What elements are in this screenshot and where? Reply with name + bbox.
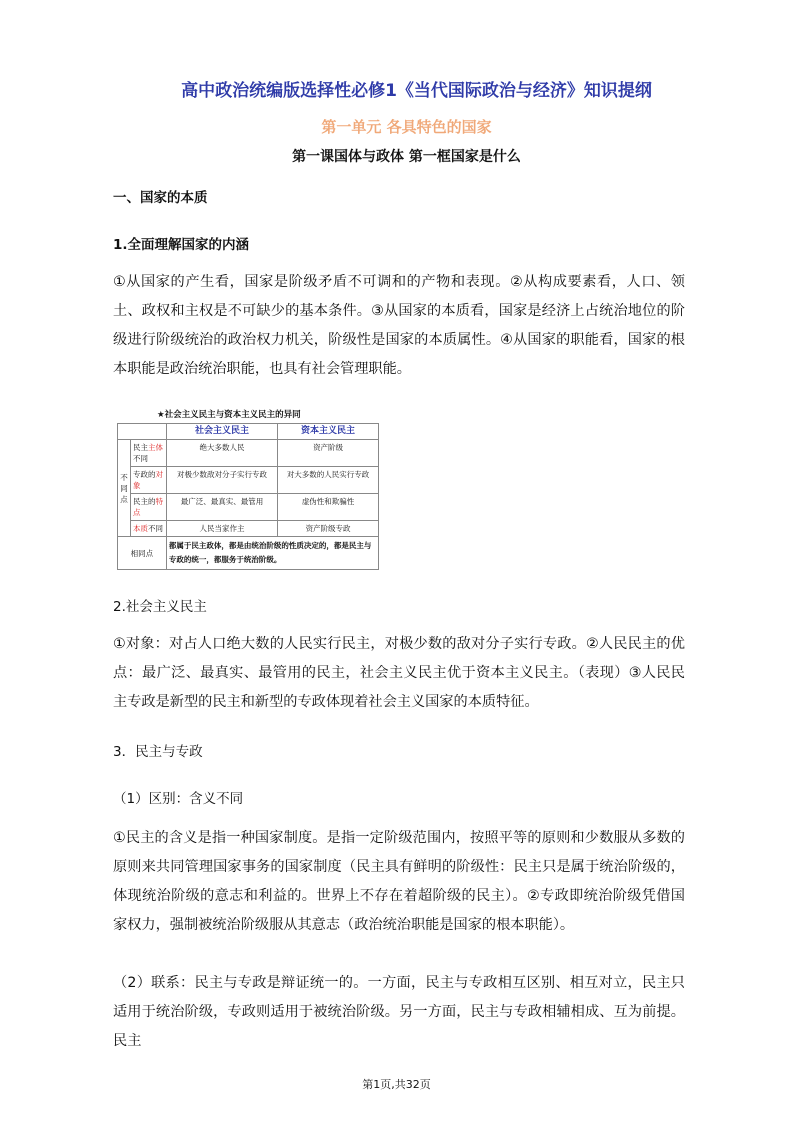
table-cell: 都属于民主政体，都是由统治阶级的性质决定的，都是民主与专政的统一，都服务于统治阶级。 — [166, 537, 378, 570]
unit-heading: 第一单元 各具特色的国家 — [321, 118, 492, 136]
table-title: ★社会主义民主与资本主义民主的异同 — [157, 410, 301, 420]
subsection-heading: 3．民主与专政 — [113, 744, 203, 760]
subsection-heading: 1.全面理解国家的内涵 — [113, 237, 250, 253]
lesson-heading: 第一课国体与政体 第一框国家是什么 — [292, 149, 521, 165]
table-cell: 绝大多数人民 — [166, 440, 277, 467]
row-group-label: 不同点 — [118, 440, 131, 537]
col-header: 资本主义民主 — [278, 424, 379, 440]
paragraph: ①从国家的产生看，国家是阶级矛盾不可调和的产物和表现。②从构成要素看，人口、领土、政权和主权是不可缺少的基本条件。③从国家的本质看，国家是经济上占统治地位的阶级进行阶级统治的政治权力机关，阶级性是国家的本质属性。④从国家的职能看，国家的根本职能是政治统治职能，也具有社会管理职能。 — [113, 274, 685, 377]
section-heading: 一、国家的本质 — [113, 190, 208, 206]
table-cell: 最广泛、最真实、最管用 — [166, 494, 277, 521]
col-header: 社会主义民主 — [166, 424, 277, 440]
comparison-table: 社会主义民主 资本主义民主 不同点 民主主体 不同 绝大多数人民 资产阶级 专政的对象 对极少数敌对分子实行专政 对大多数的人民实行专政 民主的特点 最广泛、最真实、最管用 虚伪性和欺骗性 本质不同 人民当家作主 资产阶级专政 相同点 都属于民主政体，都是由统治阶级的性质决定的，都是民主与专政的统一，都服务于统治阶级。 — [117, 423, 379, 570]
comparison-table-figure — [117, 408, 379, 570]
table-cell: 资产阶级 — [278, 440, 379, 467]
table-cell: 对大多数的人民实行专政 — [278, 467, 379, 494]
table-cell: 对极少数敌对分子实行专政 — [166, 467, 277, 494]
paragraph: ①对象：对占人口绝大数的人民实行民主，对极少数的敌对分子实行专政。②人民民主的优点：最广泛、最真实、最管用的民主，社会主义民主优于资本主义民主。（表现）③人民民主专政是新型的民主和新型的专政体现着社会主义国家的本质特征。 — [113, 636, 685, 710]
document-title: 高中政治统编版选择性必修1《当代国际政治与经济》知识提纲 — [181, 81, 652, 101]
subsection-heading: 2.社会主义民主 — [113, 599, 207, 615]
subsection-heading: （1）区别：含义不同 — [113, 791, 244, 807]
table-cell: 虚伪性和欺骗性 — [278, 494, 379, 521]
paragraph: ①民主的含义是指一种国家制度。是指一定阶级范围内，按照平等的原则和少数服从多数的原则来共同管理国家事务的国家制度（民主具有鲜明的阶级性：民主只是属于统治阶级的，体现统治阶级的意志和利益的。世界上不存在着超阶级的民主）。②专政即统治阶级凭借国家权力，强制被统治阶级服从其意志（政治统治职能是国家的根本职能）。 — [113, 830, 685, 933]
table-cell: 人民当家作主 — [166, 521, 277, 537]
row-label: 相同点 — [118, 537, 167, 570]
table-cell: 资产阶级专政 — [278, 521, 379, 537]
paragraph: （2）联系：民主与专政是辩证统一的。一方面，民主与专政相互区别、相互对立，民主只适用于统治阶级，专政则适用于被统治阶级。另一方面，民主与专政相辅相成、互为前提。民主 — [113, 975, 685, 1049]
page-number: 第1页,共32页 — [362, 1078, 431, 1091]
